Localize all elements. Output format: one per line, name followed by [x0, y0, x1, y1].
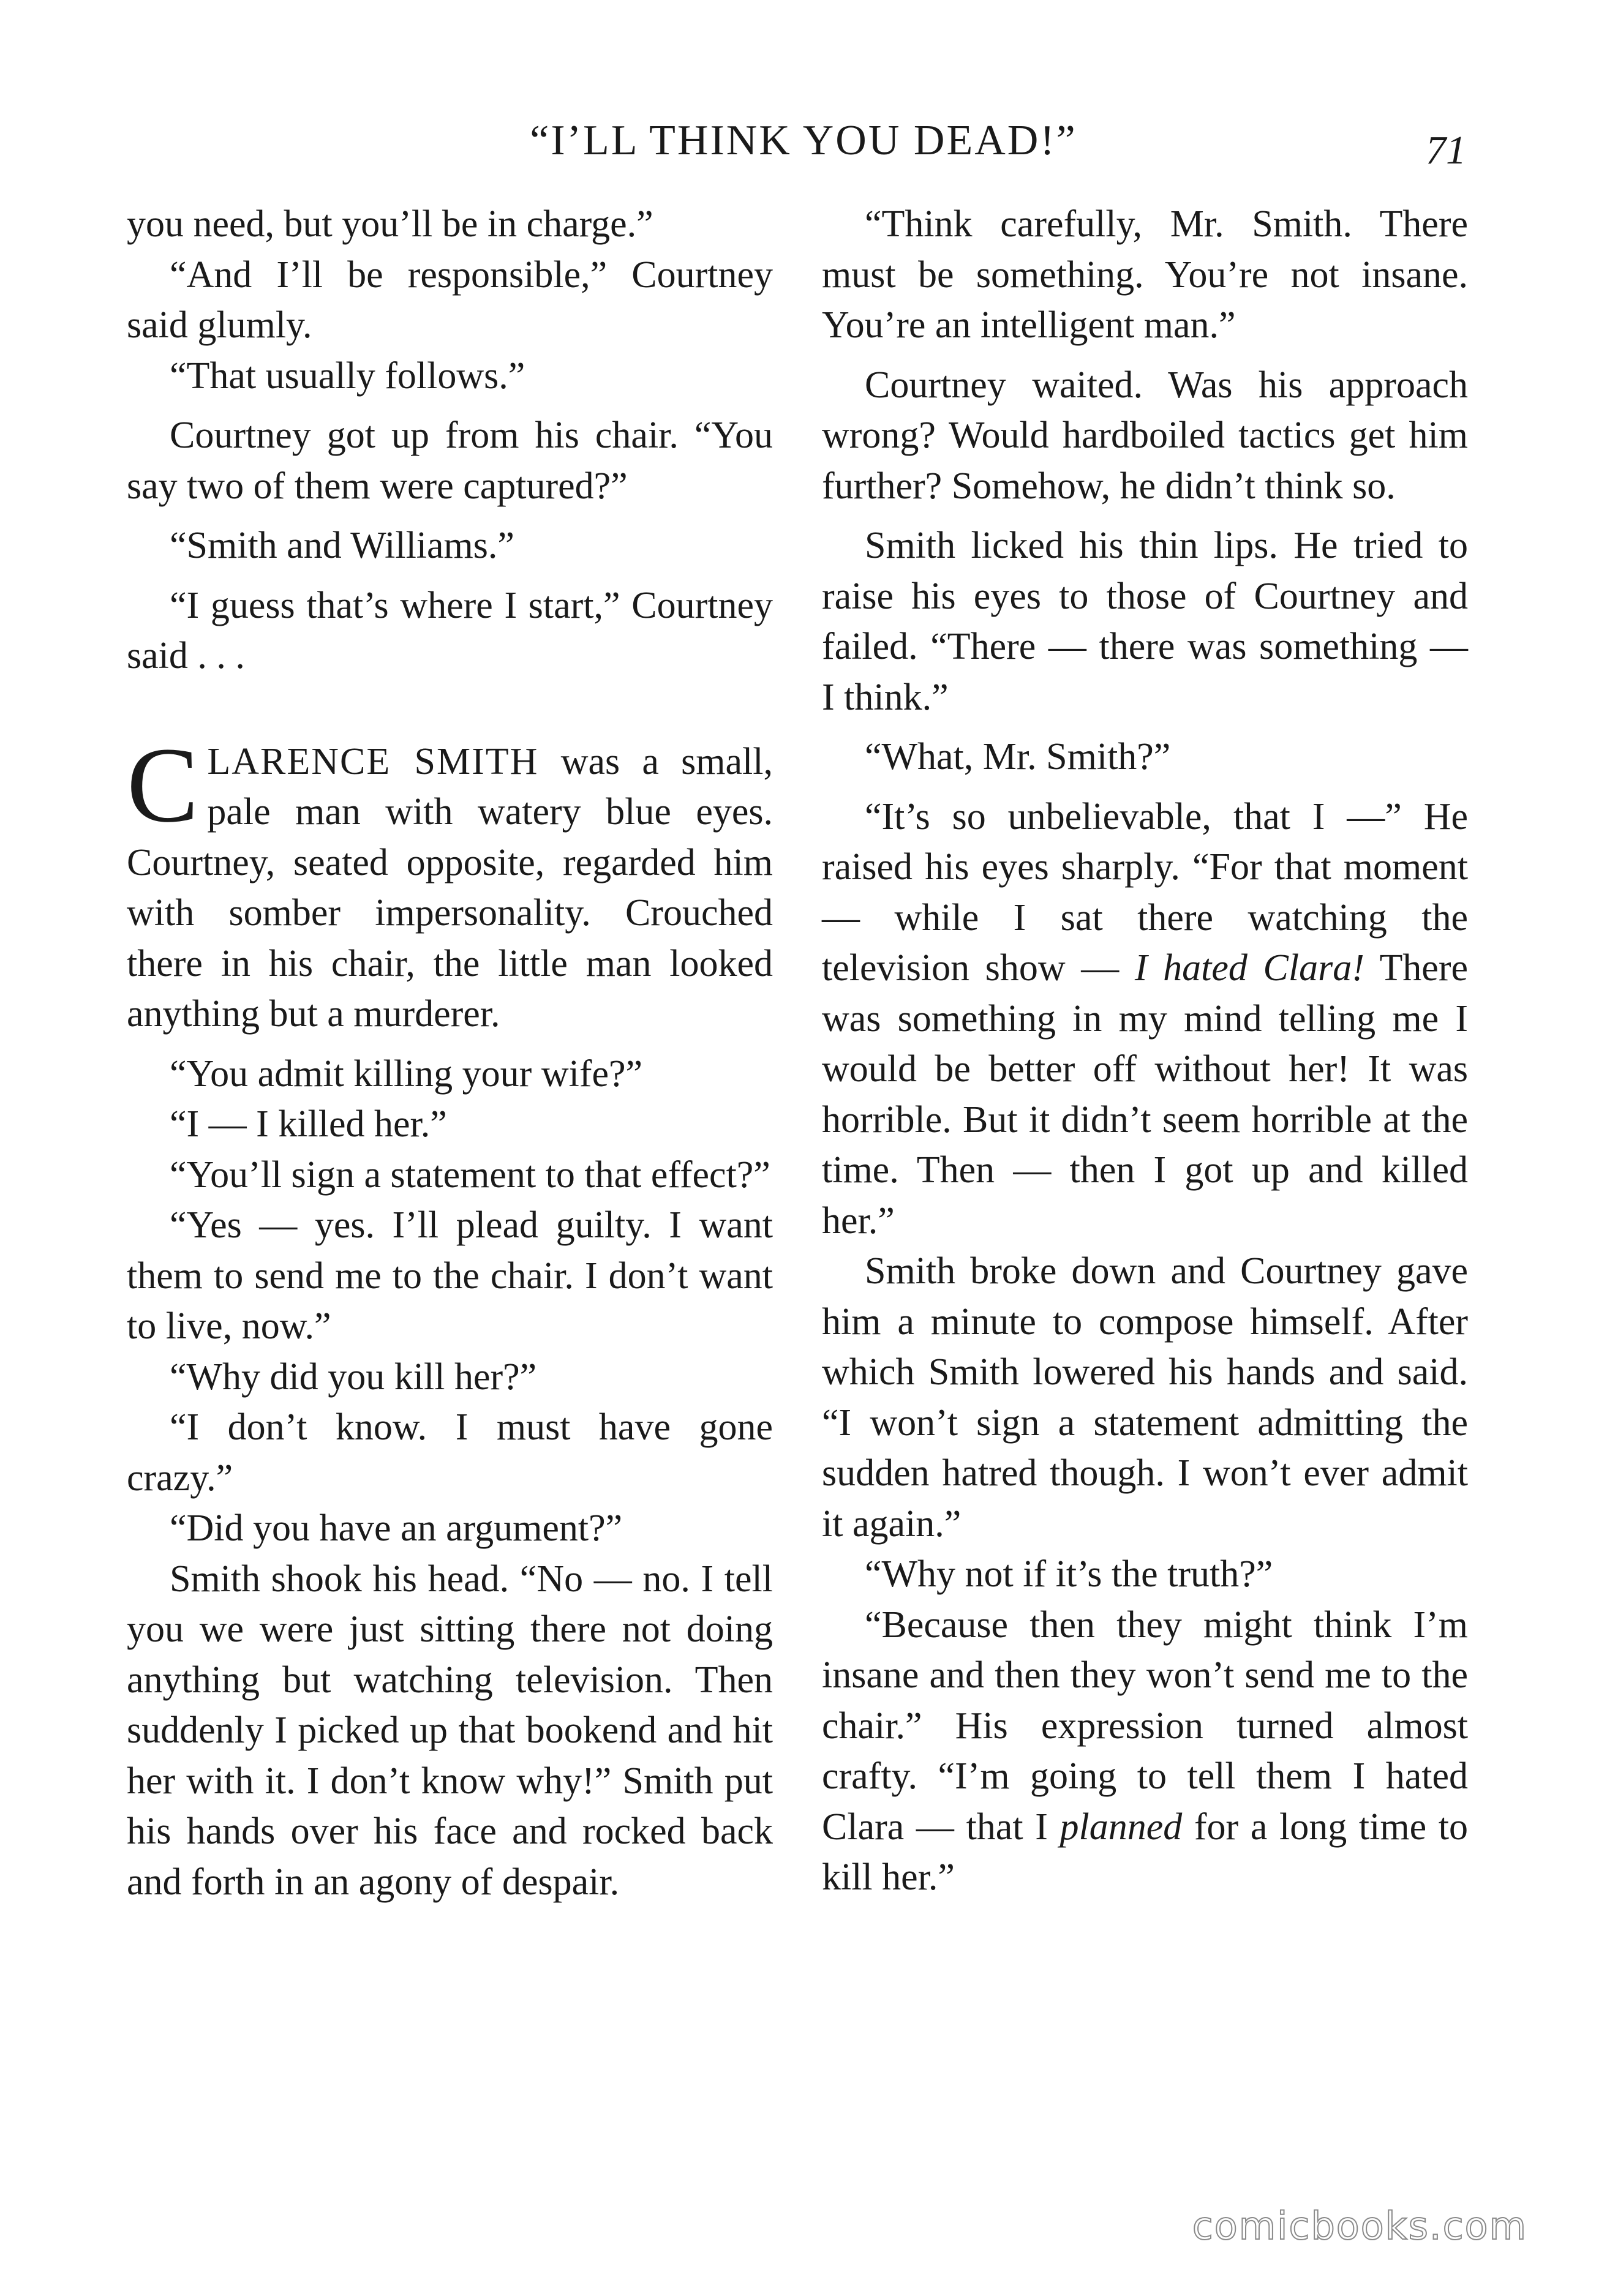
- page-number: 71: [1426, 128, 1466, 173]
- small-caps-name: LARENCE SMITH: [207, 740, 539, 782]
- paragraph: [822, 1600, 1468, 1903]
- paragraph: Smith shook his head. “No — no. I tell you we were just sitting there not doing anything but watching television. Then suddenly I picked up that bookend and hit her with it. I don’t know why!” Smith put his hands over his face and rocked back and forth in an agony of despair.: [127, 1558, 773, 1903]
- paragraph: “You admit killing your wife?”: [170, 1052, 643, 1095]
- emphasis-text: I hated Clara!: [1134, 947, 1364, 989]
- section-opening-text: was a small, pale man with watery blue eyes. Courtney, seated opposite, regarded him with somber impersonality. Crouched there in his chair, the little man looked anything but a murderer.: [127, 740, 773, 1035]
- paragraph: Courtney got up from his chair. “You say two of them were captured?”: [127, 415, 773, 507]
- watermark: comicbooks.com: [1192, 2204, 1527, 2248]
- paragraph: “Yes — yes. I’ll plead guilty. I want them to send me to the chair. I don’t want to live, now.”: [127, 1204, 773, 1347]
- paragraph: “You’ll sign a statement to that effect?”: [170, 1154, 770, 1196]
- paragraph: [822, 792, 1468, 1247]
- paragraph: “Smith and Williams.”: [170, 525, 514, 566]
- paragraph: Smith broke down and Courtney gave him a minute to compose himself. After which Smith lowered his hands and said. “I won’t sign a statement admitting the sudden hatred though. I won’t ever admit it again.”: [822, 1250, 1468, 1545]
- paragraph: “I don’t know. I must have gone crazy.”: [127, 1406, 773, 1499]
- paragraph: Courtney waited. Was his approach wrong? Would hardboiled tactics get him further? Somehow, he didn’t think so.: [822, 364, 1468, 507]
- paragraph: “That usually follows.”: [170, 355, 525, 397]
- paragraph: “Did you have an argument?”: [170, 1507, 623, 1549]
- page-header: [0, 116, 1607, 184]
- paragraph: “Why did you kill her?”: [170, 1356, 537, 1398]
- paragraph: “I guess that’s where I start,” Courtney said . . .: [127, 584, 773, 677]
- running-title: “I’LL THINK YOU DEAD!”: [530, 117, 1077, 164]
- emphasis-text: planned: [1059, 1806, 1183, 1848]
- drop-cap: C: [127, 725, 199, 845]
- paragraph-text: There was something in my mind telling me I would be better off without her! It was horrible. But it didn’t seem horrible at the time. Then — then I got up and killed her.”: [822, 947, 1468, 1242]
- paragraph: “And I’ll be responsible,” Courtney said glumly.: [127, 253, 773, 346]
- section-opening-paragraph: [127, 725, 773, 1040]
- paragraph: “I — I killed her.”: [170, 1103, 447, 1145]
- paragraph: you need, but you’ll be in charge.”: [127, 203, 653, 245]
- paragraph: “Think carefully, Mr. Smith. There must be something. You’re not insane. You’re an intelligent man.”: [822, 203, 1468, 346]
- paragraph: “Why not if it’s the truth?”: [865, 1553, 1273, 1595]
- paragraph: “What, Mr. Smith?”: [865, 736, 1171, 778]
- left-column: [127, 199, 773, 1907]
- paragraph: Smith licked his thin lips. He tried to raise his eyes to those of Courtney and failed. “There — there was something — I think.”: [822, 525, 1468, 718]
- paragraph-text: “Because then they might think I’m insane and then they won’t send me to the chair.” His expression turned almost crafty. “I’m going to tell them I hated Clara — that I: [822, 1604, 1468, 1848]
- paragraph-text: for a long time to kill her.”: [822, 1806, 1468, 1898]
- paragraph-text: “It’s so unbelievable, that I —” He raised his eyes sharply. “For that moment — while I sat there watching the television show —: [822, 795, 1468, 989]
- right-column: [822, 199, 1468, 1903]
